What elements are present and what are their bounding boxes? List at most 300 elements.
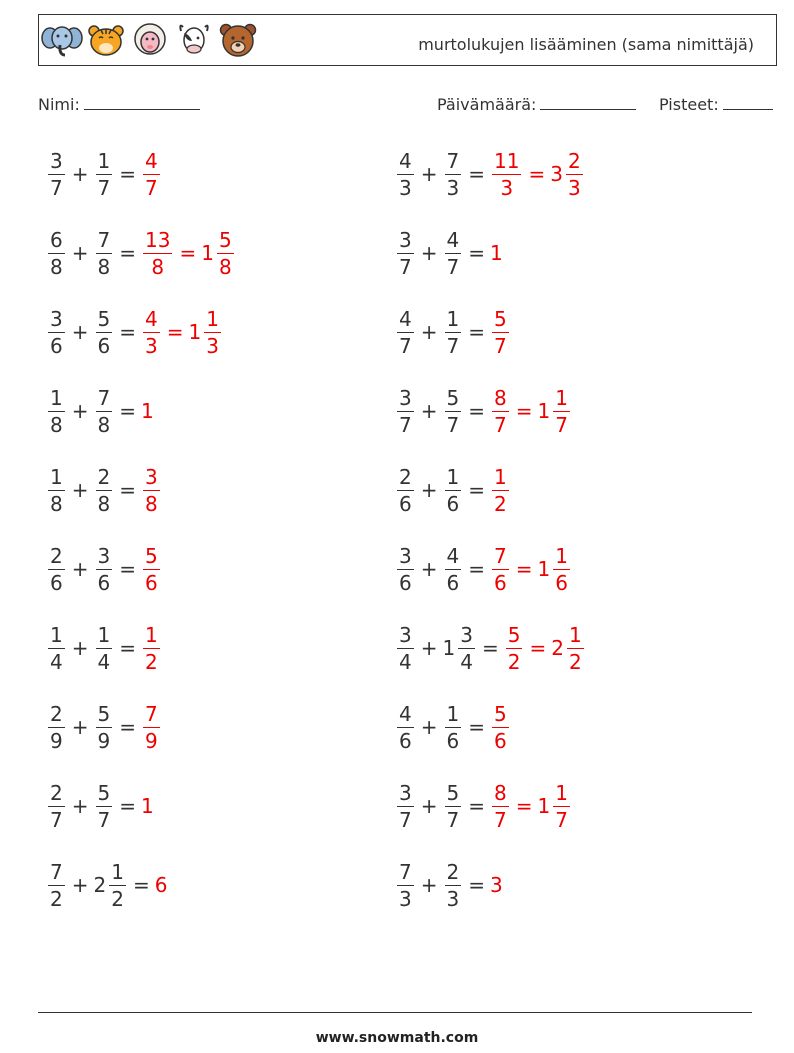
problem-item (46, 379, 155, 443)
whole-number: 2 (551, 636, 564, 660)
equals-sign: = (119, 636, 136, 660)
denominator: 9 (145, 728, 158, 753)
denominator: 4 (97, 649, 111, 674)
equals-sign: = (528, 162, 546, 186)
numerator: 1 (145, 622, 158, 647)
whole-number: 3 (490, 873, 503, 897)
fraction (143, 148, 160, 200)
numerator: 3 (50, 148, 63, 173)
denominator: 3 (145, 333, 158, 358)
footer-url: www.snowmath.com (315, 1030, 479, 1046)
plus-sign: + (71, 557, 89, 581)
fraction (397, 701, 414, 753)
answer (490, 385, 572, 437)
denominator: 6 (50, 570, 63, 595)
denominator: 7 (446, 254, 460, 279)
denominator: 8 (50, 412, 63, 437)
denominator: 7 (494, 412, 507, 437)
fraction (492, 701, 509, 753)
plus-sign: + (71, 320, 89, 344)
fraction (445, 385, 462, 437)
problem-item (395, 221, 504, 285)
denominator: 9 (97, 728, 111, 753)
equals-sign: = (515, 399, 533, 423)
denominator: 7 (555, 412, 568, 437)
answer (141, 148, 162, 200)
numerator: 3 (399, 622, 412, 647)
denominator: 3 (206, 333, 219, 358)
answer (141, 701, 162, 753)
fraction (492, 464, 509, 516)
equals-sign: = (468, 162, 485, 186)
plus-sign: + (420, 478, 438, 502)
problem-item (395, 142, 585, 206)
problem-item (395, 774, 572, 838)
problem-item (395, 616, 586, 680)
name-label: Nimi: (38, 95, 80, 114)
equals-sign: = (468, 241, 485, 265)
denominator: 6 (399, 491, 412, 516)
fraction (96, 701, 113, 753)
denominator: 8 (97, 412, 111, 437)
numerator: 1 (50, 464, 63, 489)
denominator: 8 (97, 254, 111, 279)
fraction (96, 622, 113, 674)
fraction (492, 306, 509, 358)
cow-icon (173, 21, 215, 59)
answer (490, 873, 504, 897)
denominator: 8 (145, 491, 158, 516)
plus-sign: + (71, 478, 89, 502)
answer (141, 399, 155, 423)
denominator: 4 (399, 649, 412, 674)
fraction (48, 780, 65, 832)
numerator: 1 (555, 385, 568, 410)
answer (504, 622, 586, 674)
answer (155, 873, 169, 897)
problem-item (395, 695, 511, 759)
denominator: 6 (399, 728, 412, 753)
fraction (397, 227, 414, 279)
plus-sign: + (420, 320, 438, 344)
numerator: 1 (446, 701, 460, 726)
equals-sign: = (119, 162, 136, 186)
denominator: 8 (50, 491, 63, 516)
denominator: 3 (399, 886, 412, 911)
fraction (96, 543, 113, 595)
plus-sign: + (71, 794, 89, 818)
numerator: 1 (494, 464, 507, 489)
problem-item (46, 142, 162, 206)
fraction (566, 148, 583, 200)
numerator: 2 (567, 148, 581, 173)
answer (490, 464, 511, 516)
plus-sign: + (420, 715, 438, 739)
fraction (48, 859, 65, 911)
fraction (96, 385, 113, 437)
fraction (96, 148, 113, 200)
denominator: 8 (97, 491, 111, 516)
denominator: 2 (568, 649, 582, 674)
numerator: 3 (399, 543, 412, 568)
denominator: 6 (399, 570, 412, 595)
numerator: 8 (494, 780, 507, 805)
score-field (659, 95, 773, 114)
answer (490, 701, 511, 753)
fraction (445, 859, 462, 911)
problem-item (46, 774, 155, 838)
numerator: 6 (50, 227, 63, 252)
numerator: 1 (555, 543, 568, 568)
plus-sign: + (71, 399, 89, 423)
fraction (397, 780, 414, 832)
plus-sign: + (420, 557, 438, 581)
answer (141, 622, 162, 674)
fraction (397, 464, 414, 516)
answer (490, 306, 511, 358)
whole-number: 1 (537, 794, 551, 818)
equals-sign: = (468, 399, 485, 423)
whole-number: 1 (141, 399, 154, 423)
equals-sign: = (468, 715, 485, 739)
plus-sign: + (71, 241, 89, 265)
worksheet-header (38, 14, 777, 66)
fraction (553, 780, 570, 832)
denominator: 2 (507, 649, 521, 674)
numerator: 3 (50, 306, 63, 331)
problem-item (46, 458, 162, 522)
whole-number: 1 (537, 399, 551, 423)
answer (141, 227, 236, 279)
numerator: 2 (97, 464, 111, 489)
denominator: 7 (145, 175, 158, 200)
equals-sign: = (119, 557, 136, 581)
fraction (397, 859, 414, 911)
denominator: 2 (111, 886, 124, 911)
whole-number: 1 (188, 320, 202, 344)
numerator: 4 (446, 227, 460, 252)
denominator: 6 (97, 570, 111, 595)
denominator: 3 (492, 174, 521, 198)
problem-item (395, 537, 572, 601)
fraction (445, 780, 462, 832)
fraction (492, 543, 509, 595)
numerator: 3 (460, 622, 473, 647)
denominator: 3 (567, 175, 581, 200)
numerator: 8 (494, 385, 507, 410)
denominator: 7 (494, 333, 507, 358)
plus-sign: + (420, 399, 438, 423)
plus-sign: + (420, 794, 438, 818)
numerator: 1 (206, 306, 219, 331)
numerator: 1 (555, 780, 568, 805)
plus-sign: + (420, 241, 438, 265)
numerator: 3 (145, 464, 158, 489)
fraction (217, 227, 234, 279)
numerator: 11 (494, 148, 520, 173)
date-blank[interactable] (540, 95, 636, 110)
fraction (48, 306, 65, 358)
equals-sign: = (119, 715, 136, 739)
numerator: 4 (399, 148, 412, 173)
denominator: 6 (97, 333, 111, 358)
fraction (506, 622, 523, 674)
problem-item (46, 853, 168, 917)
denominator: 7 (555, 807, 568, 832)
fraction (48, 622, 65, 674)
numerator: 1 (50, 385, 63, 410)
fraction (109, 859, 126, 911)
date-label: Päivämäärä: (437, 95, 537, 114)
denominator: 7 (399, 807, 412, 832)
fraction (96, 780, 113, 832)
denominator: 2 (50, 886, 63, 911)
fraction (567, 622, 584, 674)
plus-sign: + (420, 636, 438, 660)
answer (490, 241, 504, 265)
whole-number: 1 (141, 794, 154, 818)
numerator: 7 (446, 148, 460, 173)
denominator: 3 (399, 175, 412, 200)
animal-icons (41, 21, 259, 59)
denominator: 9 (50, 728, 63, 753)
fraction (48, 464, 65, 516)
equals-sign: = (179, 241, 197, 265)
fraction (48, 701, 65, 753)
denominator: 7 (399, 412, 412, 437)
denominator: 7 (446, 807, 460, 832)
footer-divider (38, 1012, 752, 1013)
numerator: 5 (97, 701, 111, 726)
numerator: 4 (145, 148, 158, 173)
plus-sign: + (71, 636, 89, 660)
equals-sign: = (481, 636, 499, 660)
denominator: 6 (50, 333, 63, 358)
answer (141, 794, 155, 818)
worksheet-title: murtolukujen lisääminen (sama nimittäjä) (418, 35, 754, 54)
fraction (48, 227, 65, 279)
fraction (445, 543, 462, 595)
numerator: 3 (97, 543, 111, 568)
denominator: 4 (460, 649, 473, 674)
numerator: 4 (399, 306, 412, 331)
fraction (96, 227, 113, 279)
numerator: 2 (446, 859, 460, 884)
whole-number: 3 (550, 162, 563, 186)
fraction (397, 306, 414, 358)
fraction (143, 543, 160, 595)
numerator: 5 (97, 780, 111, 805)
numerator: 5 (446, 780, 460, 805)
fraction (397, 543, 414, 595)
problem-item (395, 300, 511, 364)
numerator: 2 (50, 543, 63, 568)
denominator: 7 (97, 175, 111, 200)
fraction (48, 385, 65, 437)
answer (141, 464, 162, 516)
plus-sign: + (420, 162, 438, 186)
fraction (143, 464, 160, 516)
denominator: 8 (218, 254, 232, 279)
plus-sign: + (71, 873, 89, 897)
numerator: 5 (446, 385, 460, 410)
answer (141, 543, 162, 595)
numerator: 5 (494, 701, 507, 726)
denominator: 8 (143, 253, 172, 277)
equals-sign: = (119, 399, 136, 423)
denominator: 8 (50, 254, 63, 279)
whole-number: 1 (442, 636, 456, 660)
numerator: 2 (50, 701, 63, 726)
name-blank[interactable] (84, 95, 200, 110)
problem-item (46, 616, 162, 680)
denominator: 7 (399, 254, 412, 279)
problem-item (395, 853, 504, 917)
whole-number: 6 (154, 873, 168, 897)
denominator: 3 (446, 175, 460, 200)
numerator: 2 (50, 780, 63, 805)
name-field (38, 95, 200, 114)
problem-item (395, 379, 572, 443)
denominator: 6 (145, 570, 158, 595)
fraction (553, 543, 570, 595)
problem-item (46, 300, 223, 364)
numerator: 7 (97, 227, 111, 252)
denominator: 7 (446, 333, 460, 358)
numerator: 1 (97, 148, 111, 173)
numerator: 1 (446, 464, 460, 489)
plus-sign: + (420, 873, 438, 897)
denominator: 7 (50, 175, 63, 200)
equals-sign: = (468, 478, 485, 502)
sheep-icon (129, 21, 171, 59)
answer (490, 543, 572, 595)
numerator: 4 (145, 306, 158, 331)
whole-number: 1 (201, 241, 214, 265)
fraction (445, 464, 462, 516)
fraction (143, 701, 160, 753)
fraction (553, 385, 570, 437)
denominator: 6 (446, 570, 460, 595)
denominator: 7 (399, 333, 412, 358)
fraction (204, 306, 221, 358)
denominator: 4 (50, 649, 63, 674)
fraction (492, 385, 509, 437)
equals-sign: = (468, 794, 485, 818)
fraction (492, 148, 521, 200)
numerator: 4 (399, 701, 412, 726)
fraction (143, 227, 172, 279)
equals-sign: = (119, 478, 136, 502)
numerator: 1 (50, 622, 63, 647)
whole-number: 1 (490, 241, 503, 265)
answer (141, 306, 223, 358)
equals-sign: = (515, 794, 533, 818)
denominator: 6 (446, 491, 460, 516)
problem-item (46, 537, 162, 601)
numerator: 1 (97, 622, 111, 647)
denominator: 6 (555, 570, 568, 595)
equals-sign: = (468, 873, 485, 897)
equals-sign: = (468, 557, 485, 581)
equals-sign: = (132, 873, 150, 897)
fraction (48, 148, 65, 200)
fraction (96, 464, 113, 516)
numerator: 5 (97, 306, 111, 331)
numerator: 7 (50, 859, 63, 884)
fraction (445, 148, 462, 200)
denominator: 7 (50, 807, 63, 832)
answer (490, 780, 572, 832)
numerator: 5 (507, 622, 521, 647)
numerator: 5 (145, 543, 158, 568)
date-field (437, 95, 636, 114)
fraction (397, 622, 414, 674)
tiger-icon (85, 21, 127, 59)
elephant-icon (41, 21, 83, 59)
problem-item (395, 458, 511, 522)
denominator: 7 (494, 807, 507, 832)
equals-sign: = (515, 557, 533, 581)
denominator: 7 (446, 412, 460, 437)
numerator: 13 (145, 227, 171, 252)
whole-number: 1 (537, 557, 551, 581)
fraction (96, 306, 113, 358)
numerator: 5 (494, 306, 507, 331)
plus-sign: + (71, 162, 89, 186)
problem-item (46, 695, 162, 759)
denominator: 3 (446, 886, 460, 911)
fraction (143, 306, 160, 358)
numerator: 3 (399, 385, 412, 410)
plus-sign: + (71, 715, 89, 739)
numerator: 7 (399, 859, 412, 884)
equals-sign: = (166, 320, 184, 344)
equals-sign: = (119, 320, 136, 344)
fraction (492, 780, 509, 832)
fraction (397, 385, 414, 437)
fraction (445, 701, 462, 753)
equals-sign: = (529, 636, 547, 660)
score-blank[interactable] (723, 95, 773, 110)
fraction (48, 543, 65, 595)
numerator: 7 (97, 385, 111, 410)
denominator: 7 (97, 807, 111, 832)
numerator: 7 (145, 701, 158, 726)
fraction (143, 622, 160, 674)
bear-icon (217, 21, 259, 59)
numerator: 4 (446, 543, 460, 568)
denominator: 2 (494, 491, 507, 516)
numerator: 2 (399, 464, 412, 489)
denominator: 6 (494, 570, 507, 595)
equals-sign: = (468, 320, 485, 344)
numerator: 7 (494, 543, 507, 568)
numerator: 1 (446, 306, 460, 331)
equals-sign: = (119, 794, 136, 818)
numerator: 3 (399, 227, 412, 252)
fraction (445, 306, 462, 358)
score-label: Pisteet: (659, 95, 719, 114)
numerator: 1 (111, 859, 124, 884)
fraction (397, 148, 414, 200)
denominator: 6 (446, 728, 460, 753)
whole-number: 2 (93, 873, 107, 897)
numerator: 3 (399, 780, 412, 805)
answer (490, 148, 585, 200)
equals-sign: = (119, 241, 136, 265)
problem-item (46, 221, 236, 285)
